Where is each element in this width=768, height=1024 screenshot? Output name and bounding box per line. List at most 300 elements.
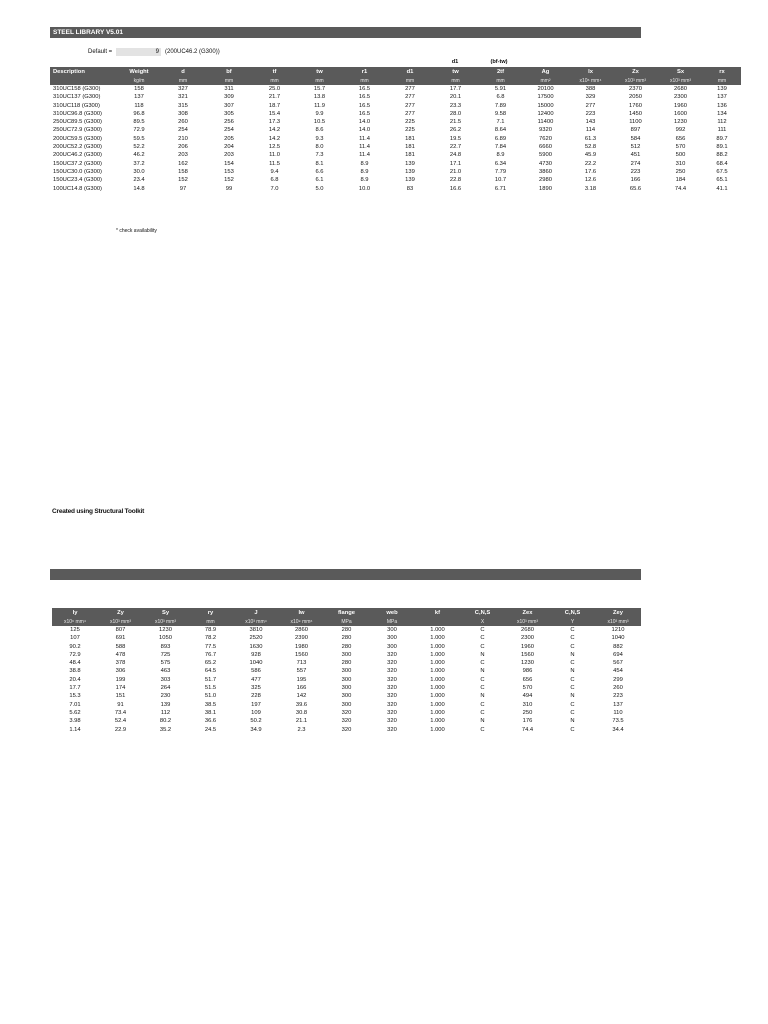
table-cell: C — [480, 660, 485, 667]
table-cell: 24.5 — [204, 726, 217, 733]
table-cell: 254 — [224, 127, 234, 134]
table-cell: 8.9 — [360, 160, 369, 167]
table-cell: 76.7 — [204, 651, 217, 658]
table-cell: 125 — [70, 627, 80, 633]
table-cell: 586 — [251, 668, 261, 675]
table-cell: 11400 — [537, 119, 554, 126]
table-cell: 37.2 — [133, 160, 145, 167]
table-cell: 2300 — [674, 94, 687, 101]
table-cell: 1040 — [249, 660, 263, 667]
table-cell: 10.0 — [358, 185, 371, 192]
super-header-row — [0, 59, 768, 67]
table-cell: 48.4 — [69, 660, 81, 667]
table-cell: 21.1 — [295, 718, 308, 725]
table-cell: 300 — [387, 627, 397, 633]
table-cell: 656 — [522, 676, 533, 683]
table-cell: 274 — [630, 160, 641, 167]
table-row — [52, 667, 641, 675]
section-properties-table-continued — [52, 608, 641, 734]
table-cell: 91 — [117, 701, 124, 708]
table-cell: 200UC59.5 (G300) — [53, 135, 102, 142]
table-cell: 300 — [387, 635, 397, 642]
table-cell: 12.5 — [268, 144, 281, 151]
table-cell: 1.000 — [430, 718, 445, 725]
table-cell: 14.8 — [133, 185, 145, 192]
table-cell: 691 — [115, 635, 126, 642]
table-cell: 174 — [115, 685, 126, 692]
default-section-description: (200UC46.2 (G300)) — [165, 49, 220, 55]
table-cell: 12.6 — [584, 177, 597, 184]
table-cell: 308 — [178, 110, 188, 117]
table-cell: 1.000 — [430, 701, 445, 708]
table-cell: 6.8 — [270, 177, 279, 184]
table-cell: 9.58 — [494, 110, 507, 117]
table-cell: 8.9 — [360, 177, 369, 184]
table-cell: 7.79 — [494, 168, 507, 175]
table-cell: 166 — [296, 685, 307, 692]
table-row — [52, 709, 641, 717]
table-cell: 176 — [522, 718, 533, 725]
table-cell: 65.6 — [629, 185, 642, 192]
column-unit: x10³ mm³ — [613, 77, 658, 85]
table-cell: 38.1 — [204, 709, 217, 716]
table-cell: 15.4 — [268, 110, 281, 117]
table-cell: 1230 — [521, 660, 534, 667]
table-cell: 300 — [341, 693, 352, 700]
table-cell: 154 — [224, 160, 234, 167]
table-cell: 1.000 — [430, 676, 445, 683]
table-cell: 1.000 — [430, 651, 445, 658]
table-cell: 6.89 — [494, 135, 507, 142]
table-cell: 73.5 — [612, 718, 624, 725]
table-row — [52, 643, 641, 651]
table-cell: 305 — [224, 110, 234, 117]
table-cell: C — [480, 709, 485, 716]
column-header: tf — [252, 67, 297, 77]
table-cell: 21.0 — [449, 168, 462, 175]
table-cell: C — [570, 660, 575, 667]
table-cell: 280 — [341, 643, 352, 650]
column-unit: mm — [160, 77, 206, 85]
table-cell: 260 — [613, 685, 623, 692]
column-header: ry — [188, 608, 233, 618]
table-header-row — [52, 608, 641, 618]
table-cell: 89.5 — [133, 119, 145, 126]
table-cell: C — [570, 627, 575, 633]
table-cell: 2.3 — [297, 726, 306, 733]
table-cell: 307 — [224, 102, 234, 109]
table-cell: 2680 — [674, 86, 687, 92]
column-header: Sx — [658, 67, 703, 77]
table-cell: 10.7 — [494, 177, 507, 184]
column-unit: mm — [433, 77, 478, 85]
column-header: flange — [324, 608, 369, 618]
table-row — [50, 160, 741, 168]
table-cell: 299 — [613, 676, 623, 683]
table-cell: 2520 — [249, 635, 263, 642]
default-section-input[interactable]: 9 — [116, 48, 161, 56]
column-unit: mm — [703, 77, 741, 85]
table-cell: 9.9 — [315, 110, 324, 117]
table-cell: 1.000 — [430, 685, 445, 692]
table-cell: C — [570, 701, 575, 708]
table-cell: 14.0 — [358, 127, 371, 134]
table-cell: 134 — [717, 110, 727, 117]
table-row — [52, 626, 641, 634]
table-cell: 310 — [675, 160, 686, 167]
table-row — [52, 676, 641, 684]
table-cell: 8.9 — [360, 168, 369, 175]
table-cell: 45.9 — [584, 152, 597, 159]
table-cell: 19.5 — [449, 135, 462, 142]
table-cell: 139 — [405, 160, 415, 167]
table-cell: 24.8 — [449, 152, 462, 159]
table-cell: C — [570, 709, 575, 716]
table-cell: 250 — [675, 168, 686, 175]
table-cell: N — [480, 693, 485, 700]
table-cell: 100UC14.8 (G300) — [53, 185, 102, 192]
column-header: d1 — [387, 67, 433, 77]
column-header: tw — [433, 67, 478, 77]
column-header: C,N,S — [460, 608, 505, 618]
table-cell: 22.2 — [584, 160, 597, 167]
column-header: Ag — [523, 67, 568, 77]
table-cell: 23.4 — [133, 177, 145, 184]
table-cell: 280 — [341, 627, 352, 633]
table-cell: 152 — [178, 177, 188, 184]
table-cell: 17500 — [537, 94, 554, 101]
column-header: Zy — [98, 608, 143, 618]
table-cell: 16.5 — [358, 94, 371, 101]
table-row — [50, 143, 741, 151]
table-cell: 89.1 — [716, 144, 728, 151]
table-cell: 1210 — [611, 627, 625, 633]
table-cell: 228 — [251, 693, 261, 700]
table-cell: 204 — [224, 144, 234, 151]
table-cell: 6.34 — [494, 160, 507, 167]
table-cell: 11.9 — [314, 102, 325, 109]
table-cell: 22.9 — [114, 726, 127, 733]
table-cell: 928 — [251, 651, 261, 658]
table-cell: 77.5 — [204, 643, 217, 650]
table-cell: 137 — [717, 94, 727, 101]
table-cell: 137 — [613, 701, 623, 708]
table-cell: N — [570, 693, 575, 700]
table-row — [50, 151, 741, 159]
table-row — [52, 692, 641, 700]
column-unit: x10³ mm⁴ — [233, 618, 279, 626]
table-cell: 26.2 — [449, 127, 462, 134]
table-cell: 320 — [387, 668, 397, 675]
table-cell: 8.64 — [494, 127, 507, 134]
table-cell: 325 — [251, 685, 261, 692]
column-header: Zey — [595, 608, 641, 618]
table-cell: 15000 — [537, 102, 554, 109]
column-unit: x10³ mm³ — [658, 77, 703, 85]
table-cell: 11.0 — [269, 152, 280, 159]
table-cell: 30.0 — [133, 168, 145, 175]
column-unit: x10³ mm³ — [143, 618, 188, 626]
table-cell: 36.6 — [204, 718, 217, 725]
table-cell: 1890 — [539, 185, 552, 192]
table-cell: 1560 — [521, 651, 534, 658]
table-cell: 478 — [115, 651, 126, 658]
column-header: J — [233, 608, 279, 618]
table-cell: 142 — [296, 693, 307, 700]
table-header-row — [50, 67, 741, 77]
table-cell: 327 — [178, 86, 188, 92]
table-cell: 6.8 — [496, 94, 505, 101]
table-cell: 477 — [251, 676, 261, 683]
table-cell: 96.8 — [133, 110, 145, 117]
table-cell: 184 — [675, 177, 686, 184]
table-cell: 882 — [613, 643, 623, 650]
table-cell: N — [570, 718, 575, 725]
table-cell: C — [570, 685, 575, 692]
table-cell: 16.6 — [449, 185, 462, 192]
table-cell: 5900 — [539, 152, 552, 159]
table-cell: 320 — [387, 660, 397, 667]
table-cell: 320 — [387, 718, 397, 725]
column-unit: x10³ mm³ — [505, 618, 550, 626]
table-cell: 320 — [387, 693, 397, 700]
table-row — [52, 701, 641, 709]
table-cell: 20.4 — [69, 676, 81, 683]
table-cell: C — [570, 676, 575, 683]
table-row — [50, 176, 741, 184]
table-cell: 310UC158 (G300) — [53, 86, 101, 92]
column-header: Weight — [118, 67, 160, 77]
table-row — [52, 659, 641, 667]
table-cell: 588 — [115, 643, 126, 650]
column-unit: x10⁹ mm⁶ — [279, 618, 324, 626]
table-cell: 13.8 — [313, 94, 326, 101]
table-cell: 378 — [115, 660, 126, 667]
table-cell: 494 — [522, 693, 533, 700]
table-cell: 1600 — [674, 110, 687, 117]
table-row — [50, 85, 741, 93]
column-header: Zex — [505, 608, 550, 618]
table-cell: 463 — [160, 668, 171, 675]
table-cell: 1630 — [249, 643, 263, 650]
table-cell: 300 — [341, 685, 352, 692]
table-cell: 277 — [585, 102, 596, 109]
column-header: tw — [297, 67, 342, 77]
table-cell: N — [480, 651, 485, 658]
table-cell: 203 — [178, 152, 188, 159]
table-cell: 73.4 — [114, 709, 127, 716]
table-cell: 16.5 — [358, 110, 371, 117]
table-cell: 8.0 — [315, 144, 324, 151]
table-cell: 200UC46.2 (G300) — [53, 152, 102, 159]
section-divider-bar — [50, 569, 641, 580]
table-cell: 1980 — [295, 643, 308, 650]
table-cell: 320 — [387, 701, 397, 708]
table-cell: 1230 — [159, 627, 172, 633]
table-cell: N — [570, 651, 575, 658]
table-cell: 1760 — [629, 102, 642, 109]
table-cell: 310UC137 (G300) — [53, 94, 101, 101]
table-cell: 300 — [341, 701, 352, 708]
table-row — [50, 185, 741, 193]
table-body — [50, 85, 741, 193]
table-cell: 206 — [178, 144, 188, 151]
table-cell: 567 — [613, 660, 623, 667]
table-cell: 139 — [405, 168, 415, 175]
table-cell: 17.6 — [584, 168, 597, 175]
table-cell: 5.0 — [315, 185, 324, 192]
table-cell: 300 — [387, 643, 397, 650]
table-cell: 694 — [613, 651, 623, 658]
table-cell: 17.7 — [449, 86, 462, 92]
table-cell: 250UC89.5 (G300) — [53, 119, 102, 126]
table-cell: N — [480, 718, 485, 725]
column-header: bf — [206, 67, 252, 77]
column-unit: Y — [550, 618, 595, 626]
table-cell: 114 — [585, 127, 596, 134]
table-row — [50, 110, 741, 118]
table-cell: 725 — [160, 651, 171, 658]
table-row — [50, 102, 741, 110]
table-cell: 150UC23.4 (G300) — [53, 177, 102, 184]
table-cell: 51.0 — [204, 693, 217, 700]
table-cell: 23.3 — [449, 102, 462, 109]
table-cell: 1.14 — [69, 726, 81, 733]
table-units-row — [50, 77, 741, 85]
table-cell: 17.1 — [449, 160, 462, 167]
table-cell: 277 — [405, 102, 415, 109]
table-cell: 320 — [387, 726, 397, 733]
table-cell: 200UC52.2 (G300) — [53, 144, 102, 151]
column-header: 2tf — [478, 67, 523, 77]
table-cell: 277 — [405, 86, 415, 92]
table-cell: 713 — [296, 660, 307, 667]
table-cell: 320 — [387, 651, 397, 658]
table-cell: 50.2 — [250, 718, 262, 725]
table-cell: 111 — [717, 127, 727, 134]
table-cell: C — [570, 726, 575, 733]
table-cell: 7.1 — [496, 119, 505, 126]
section-properties-table — [50, 67, 741, 193]
table-cell: 158 — [134, 86, 144, 92]
table-cell: 6.6 — [315, 168, 324, 175]
table-cell: 320 — [341, 726, 352, 733]
table-cell: 20100 — [537, 86, 554, 92]
table-cell: 388 — [585, 86, 596, 92]
table-cell: C — [570, 643, 575, 650]
table-cell: 46.2 — [133, 152, 145, 159]
table-cell: 38.5 — [204, 701, 217, 708]
table-cell: 254 — [178, 127, 188, 134]
table-cell: 137 — [134, 94, 144, 101]
table-cell: 570 — [675, 144, 686, 151]
table-cell: 34.9 — [250, 726, 262, 733]
table-cell: 311 — [224, 86, 234, 92]
table-cell: C — [480, 635, 485, 642]
column-unit: x10⁶ mm⁴ — [568, 77, 613, 85]
table-cell: 1560 — [295, 651, 308, 658]
table-cell: 230 — [160, 693, 171, 700]
column-unit: mm — [252, 77, 297, 85]
column-unit: kg/m — [118, 77, 160, 85]
table-cell: 158 — [178, 168, 188, 175]
table-cell: 74.4 — [521, 726, 534, 733]
table-cell: 17.3 — [268, 119, 281, 126]
table-cell: 310UC118 (G300) — [53, 102, 100, 109]
column-unit: MPa — [324, 618, 369, 626]
column-header: r1 — [342, 67, 387, 77]
column-unit: X — [460, 618, 505, 626]
table-cell: 1960 — [674, 102, 687, 109]
column-header: d — [160, 67, 206, 77]
table-cell: 11.4 — [359, 144, 370, 151]
table-cell: 1.000 — [430, 660, 445, 667]
table-row — [50, 135, 741, 143]
table-cell: 64.5 — [204, 668, 217, 675]
table-row — [50, 93, 741, 101]
column-unit: mm — [297, 77, 342, 85]
table-cell: 451 — [630, 152, 641, 159]
table-cell: 223 — [613, 693, 623, 700]
table-cell: 72.9 — [133, 127, 145, 134]
table-cell: 21.7 — [268, 94, 281, 101]
table-cell: 112 — [717, 119, 727, 126]
table-row — [52, 684, 641, 692]
table-cell: 21.5 — [449, 119, 462, 126]
table-cell: 575 — [160, 660, 171, 667]
table-cell: 109 — [251, 709, 261, 716]
table-cell: 90.2 — [69, 643, 81, 650]
table-cell: 1050 — [159, 635, 172, 642]
table-cell: 454 — [613, 668, 623, 675]
table-row — [50, 168, 741, 176]
table-cell: 153 — [224, 168, 234, 175]
table-cell: 2390 — [295, 635, 308, 642]
table-cell: 300 — [341, 676, 352, 683]
column-header: Sy — [143, 608, 188, 618]
table-cell: 7.0 — [270, 185, 279, 192]
table-cell: 15.3 — [69, 693, 81, 700]
table-cell: 300 — [341, 668, 352, 675]
table-cell: 16.5 — [358, 102, 371, 109]
table-cell: 10.5 — [313, 119, 326, 126]
column-header: Iw — [279, 608, 324, 618]
table-row — [52, 717, 641, 725]
table-cell: 30.8 — [295, 709, 308, 716]
column-header: Description — [50, 67, 118, 77]
table-cell: 61.3 — [584, 135, 597, 142]
table-row — [50, 118, 741, 126]
table-cell: 315 — [178, 102, 188, 109]
table-cell: 3.98 — [69, 718, 81, 725]
table-cell: 166 — [630, 177, 641, 184]
library-title: STEEL LIBRARY V5.01 — [50, 27, 641, 38]
table-cell: 11.5 — [269, 160, 280, 167]
table-cell: 807 — [115, 627, 126, 633]
table-cell: 17.7 — [69, 685, 81, 692]
column-unit: mm² — [523, 77, 568, 85]
table-cell: C — [480, 726, 485, 733]
table-cell: 78.2 — [204, 635, 217, 642]
table-cell: 52.2 — [133, 144, 145, 151]
table-cell: 264 — [160, 685, 171, 692]
table-cell: 152 — [224, 177, 234, 184]
table-cell: 38.8 — [69, 668, 81, 675]
table-cell: 136 — [717, 102, 727, 109]
table-cell: 512 — [630, 144, 641, 151]
table-cell: 309 — [224, 94, 234, 101]
table-cell: 89.7 — [716, 135, 728, 142]
